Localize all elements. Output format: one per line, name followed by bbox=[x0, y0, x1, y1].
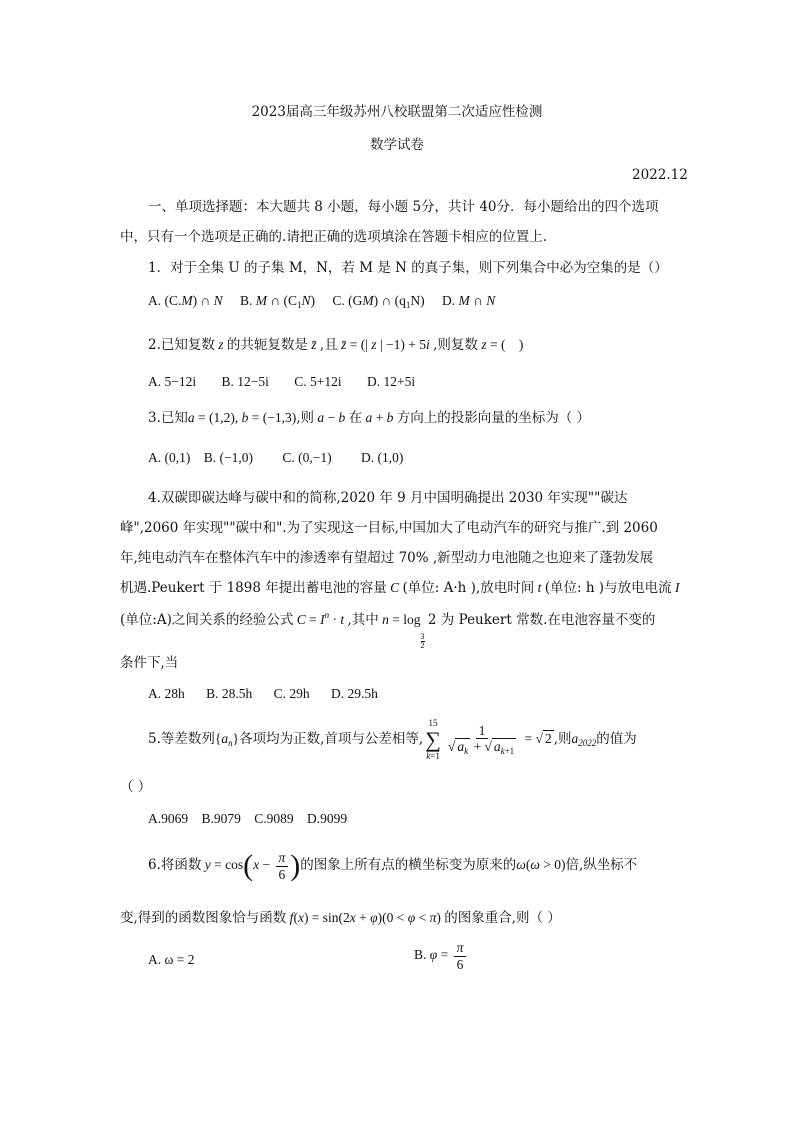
q5-options bbox=[148, 811, 347, 827]
q6-line2-a: 变,得到的函数图象恰与函数 bbox=[120, 910, 287, 926]
q4-options bbox=[148, 686, 378, 702]
q6-stem-suffix: 倍,纵坐标不 bbox=[565, 857, 638, 874]
q4-line4-b: (单位: A·h ),放电时间 bbox=[402, 580, 535, 596]
q3-stem-mid2: 在 bbox=[348, 410, 363, 426]
q6-line2-b: 的图象重合,则（ ） bbox=[444, 910, 561, 926]
q6-stem-prefix: 6.将函数 bbox=[148, 857, 202, 874]
q5-option-a: A.9069 bbox=[148, 811, 189, 826]
q4-line3: 年,纯电动汽车在整体汽车中的渗透率有望超过 70% ,新型动力电池随之也迎来了蓬勃发展 bbox=[120, 550, 654, 566]
q4-option-c: C. 29h bbox=[273, 686, 310, 701]
exam-date: 2022.12 bbox=[632, 167, 688, 183]
q6-option-a: A. ω = 2 bbox=[148, 952, 195, 967]
q5-sum: 15 ∑ k=1 $\frac{1}{√ a_k + √ a_{k+1}}$ = √ 2 bbox=[425, 718, 552, 761]
q1-stem: 1．对于全集 U 的子集 M，N，若 M 是 N 的真子集，则下列集合中必为空集的是（） bbox=[148, 260, 668, 276]
q2-equation: z̄ = (| z | −1) + 5i bbox=[341, 337, 430, 352]
q3-options bbox=[148, 450, 403, 466]
q2-option-c: C. 5+12i bbox=[294, 374, 342, 389]
q4-option-d: D. 29.5h bbox=[331, 686, 378, 701]
q5-stem-end: 的值为 bbox=[596, 730, 637, 747]
q6-target-function: f(x) = sin(2x + φ)(0 < φ < π) bbox=[289, 910, 445, 925]
q2-stem-prefix: 2.已知复数 bbox=[148, 337, 215, 353]
q3-stem-prefix: 3.已知 bbox=[148, 410, 188, 426]
q3-stem-suffix: 方向上的投影向量的坐标为（ ） bbox=[396, 410, 591, 426]
q6-stem-mid: 的图象上所有点的横坐标变为原来的 bbox=[300, 857, 517, 874]
q4-option-b: B. 28.5h bbox=[206, 686, 253, 701]
q6-omega: ω(ω > 0) bbox=[516, 857, 566, 873]
q5-stem-mid: 各项均为正数,首项与公差相等, bbox=[239, 730, 424, 747]
q6-function: y = cos(x − $\frac{\pi}{6}$ ) bbox=[204, 849, 301, 883]
q1-options bbox=[148, 293, 495, 311]
exam-title: 2023届高三年级苏州八校联盟第二次适应性检测 bbox=[251, 104, 543, 120]
q4-option-a: A. 28h bbox=[148, 686, 185, 701]
q1-option-b: B. M ∩ $(C_1N)$ bbox=[240, 293, 316, 310]
q5-option-d: D.9099 bbox=[307, 811, 348, 826]
q5-stem-prefix: 5.等差数列 bbox=[148, 730, 215, 747]
section-intro-line2: 中，只有一个选项是正确的.请把正确的选项填涂在答题卡相应的位置上. bbox=[120, 229, 548, 245]
q5-option-c: C.9089 bbox=[254, 811, 294, 826]
q5-sequence: $\{a_n\}$ bbox=[214, 730, 240, 748]
q5-stem-suffix: ,则 bbox=[553, 730, 572, 747]
q4-line4: 机遇.Peukert 于 1898 年提出蓄电池的容量 C (单位: A·h ),放电时间 t (单位: h )与放电电流 I bbox=[120, 580, 680, 596]
q4-log: n = log $_{\frac{3}{2}}$ bbox=[382, 612, 425, 650]
q3-stem: 3.已知a = (1,2), b = (−1,3),则 a − b 在 a + b 方向上的投影向量的坐标为（ ） bbox=[148, 410, 591, 426]
q2-options bbox=[148, 374, 415, 390]
q3-stem-mid: ,则 bbox=[296, 410, 315, 426]
q2-option-b: B. 12−5i bbox=[221, 374, 269, 389]
q2-stem-suffix: ,则复数 bbox=[433, 337, 478, 353]
q4-line4-c: (单位: h )与放电电流 bbox=[544, 580, 672, 596]
q4-line5-c: 2 为 Peukert 常数.在电池容量不变的 bbox=[427, 612, 656, 628]
q3-option-c: C. (0,−1) bbox=[282, 450, 332, 465]
q3-vectors: a = (1,2), b = (−1,3) bbox=[187, 410, 297, 425]
exam-subtitle: 数学试卷 bbox=[370, 137, 424, 153]
q4-line2: 峰",2060 年实现""碳中和".为了实现这一目标,中国加大了电动汽车的研究与推广.到 2060 bbox=[120, 520, 658, 536]
q2-stem-mid2: ,且 bbox=[319, 337, 338, 353]
q4-line1: 4.双碳即碳达峰与碳中和的简称,2020 年 9 月中国明确提出 2030 年实现""碳达 bbox=[148, 490, 628, 506]
q2-stem-mid1: 的共轭复数是 bbox=[226, 337, 308, 353]
q6-stem bbox=[148, 850, 637, 882]
q5-option-b: B.9079 bbox=[201, 811, 241, 826]
q5-answer-paren: （ ） bbox=[120, 779, 152, 795]
q2-option-a: A. 5−12i bbox=[148, 374, 197, 389]
q4-formula: $C = I^n \cdot t$ bbox=[296, 610, 345, 627]
q1-option-c: C. (GM) ∩ $(q_1N)$ bbox=[332, 293, 425, 310]
q4-line4-a: 机遇.Peukert 于 1898 年提出蓄电池的容量 bbox=[120, 580, 387, 596]
q4-line5 bbox=[120, 610, 655, 650]
q4-line5-b: ,其中 bbox=[347, 612, 379, 628]
q6-line2 bbox=[120, 910, 561, 926]
q3-option-d: D. (1,0) bbox=[360, 450, 404, 465]
q2-stem: 2.已知复数 z 的共轭复数是 z̄ ,且 z̄ = (| z | −1) + 5i ,则复数 z = ( ) bbox=[148, 337, 524, 353]
q5-stem: 5.等差数列$\{a_n\}$各项均为正数,首项与公差相等, 15 ∑ k=1 $\frac{1}{√ a_k + √ a_{k+1}}$ = √ 2 ,则$a_{2022}$的值为 bbox=[148, 718, 637, 761]
q1-option-d: D. M ∩ N bbox=[442, 293, 496, 308]
q2-option-d: D. 12+5i bbox=[367, 374, 416, 389]
section-intro-line1: 一、单项选择题：本大题共 8 小题，每小题 5分，共计 40分．每小题给出的四个选项 bbox=[148, 199, 659, 215]
q6-option-b: B. φ = $\frac{\pi}{6}$ bbox=[414, 940, 468, 972]
q4-line6: 条件下,当 bbox=[120, 655, 179, 671]
q3-option-a: A. (0,1) bbox=[148, 450, 191, 465]
q3-option-b: B. (−1,0) bbox=[203, 450, 253, 465]
q1-option-a: A. (C.M) ∩ N bbox=[148, 293, 223, 308]
q4-line5-a: (单位:A)之间关系的经验公式 bbox=[120, 612, 294, 628]
